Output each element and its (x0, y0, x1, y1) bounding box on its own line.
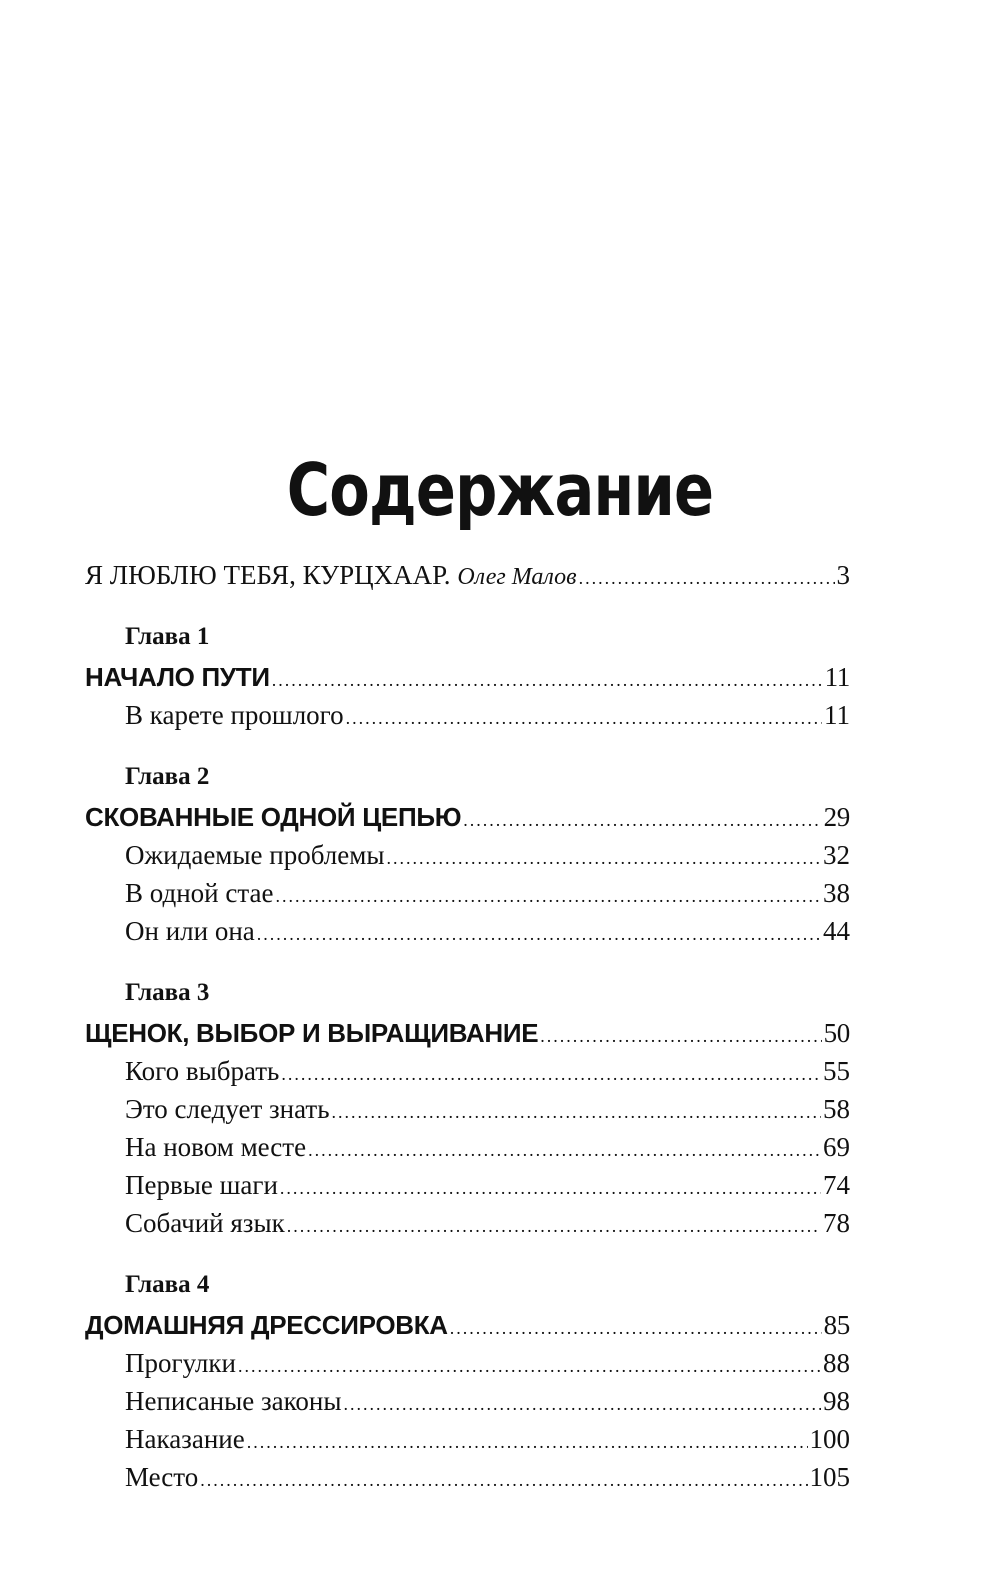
toc-section-entry (85, 1458, 850, 1496)
toc-section-entry (85, 1204, 850, 1242)
toc-page-number: 100 (809, 1424, 850, 1454)
toc-entry-intro (85, 556, 850, 594)
toc-section-entry (85, 836, 850, 874)
toc-section-entry (85, 874, 850, 912)
section-title: Первые шаги (125, 1170, 278, 1200)
toc-entry-label (85, 556, 577, 596)
toc-section-entry (85, 1344, 850, 1382)
toc-page-number: 11 (824, 700, 850, 730)
toc-page-number: 11 (824, 662, 850, 692)
chapter-title: НАЧАЛО ПУТИ (85, 662, 270, 692)
dot-leader (463, 801, 821, 839)
chapter-title: СКОВАННЫЕ ОДНОЙ ЦЕПЬЮ (85, 802, 462, 832)
toc-page-number: 50 (823, 1018, 850, 1048)
section-title: Прогулки (125, 1348, 236, 1378)
chapter-heading: Глава 2 (125, 763, 210, 790)
dot-leader (280, 1169, 821, 1207)
section-title: Неписаные законы (125, 1386, 342, 1416)
page-title: Содержание (286, 448, 714, 532)
section-title: Собачий язык (125, 1208, 285, 1238)
chapter-heading: Глава 3 (125, 979, 210, 1006)
toc-page-number: 38 (823, 878, 850, 908)
toc-page-number: 88 (823, 1348, 850, 1378)
dot-leader (450, 1309, 822, 1347)
toc-section-entry (85, 1052, 850, 1090)
toc-page-number: 74 (823, 1170, 850, 1200)
section-title: Он или она (125, 916, 255, 946)
dot-leader (287, 1207, 821, 1245)
dot-leader (308, 1131, 821, 1169)
toc-section-entry (85, 696, 850, 734)
toc-page-number: 69 (823, 1132, 850, 1162)
toc-page-number: 55 (823, 1056, 850, 1086)
toc-section-entry (85, 1420, 850, 1458)
chapter-title-entry (85, 798, 850, 836)
dot-leader (238, 1347, 821, 1385)
section-title: Это следует знать (125, 1094, 330, 1124)
toc-page-number: 32 (823, 840, 850, 870)
dot-leader (200, 1461, 807, 1499)
toc-page-number: 105 (809, 1462, 850, 1492)
dot-leader (247, 1423, 808, 1461)
chapter-heading: Глава 4 (125, 1271, 210, 1298)
table-of-contents (85, 556, 850, 1496)
toc-page-number: 44 (823, 916, 850, 946)
dot-leader (344, 1385, 822, 1423)
intro-author: Олег Малов (457, 564, 577, 590)
dot-leader (346, 699, 822, 737)
dot-leader (272, 661, 823, 699)
toc-section-entry (85, 1090, 850, 1128)
toc-section-entry (85, 1128, 850, 1166)
toc-page-number: 85 (823, 1310, 850, 1340)
dot-leader (579, 559, 835, 597)
dot-leader (332, 1093, 821, 1131)
section-title: В карете прошлого (125, 700, 344, 730)
section-title: На новом месте (125, 1132, 307, 1162)
toc-section-entry (85, 1166, 850, 1204)
section-title: Кого выбрать (125, 1056, 280, 1086)
section-title: Ожидаемые проблемы (125, 840, 385, 870)
chapter-title: ДОМАШНЯЯ ДРЕССИРОВКА (85, 1310, 448, 1340)
dot-leader (257, 915, 821, 953)
chapter-title: ЩЕНОК, ВЫБОР И ВЫРАЩИВАНИЕ (85, 1018, 539, 1048)
chapter-title-entry (85, 658, 850, 696)
toc-page-number: 78 (823, 1208, 850, 1238)
dot-leader (540, 1017, 821, 1055)
chapter-heading: Глава 1 (125, 623, 210, 650)
toc-section-entry (85, 912, 850, 950)
toc-page-number: 3 (836, 560, 850, 590)
toc-section-entry (85, 1382, 850, 1420)
section-title: В одной стае (125, 878, 274, 908)
chapter-title-entry (85, 1306, 850, 1344)
toc-page-number: 29 (823, 802, 850, 832)
toc-page-number: 58 (823, 1094, 850, 1124)
toc-page-number: 98 (823, 1386, 850, 1416)
dot-leader (275, 877, 821, 915)
section-title: Место (125, 1462, 199, 1492)
dot-leader (386, 839, 821, 877)
section-title: Наказание (125, 1424, 245, 1454)
intro-title: Я ЛЮБЛЮ ТЕБЯ, КУРЦХААР. (85, 560, 451, 590)
chapter-title-entry (85, 1014, 850, 1052)
dot-leader (281, 1055, 821, 1093)
